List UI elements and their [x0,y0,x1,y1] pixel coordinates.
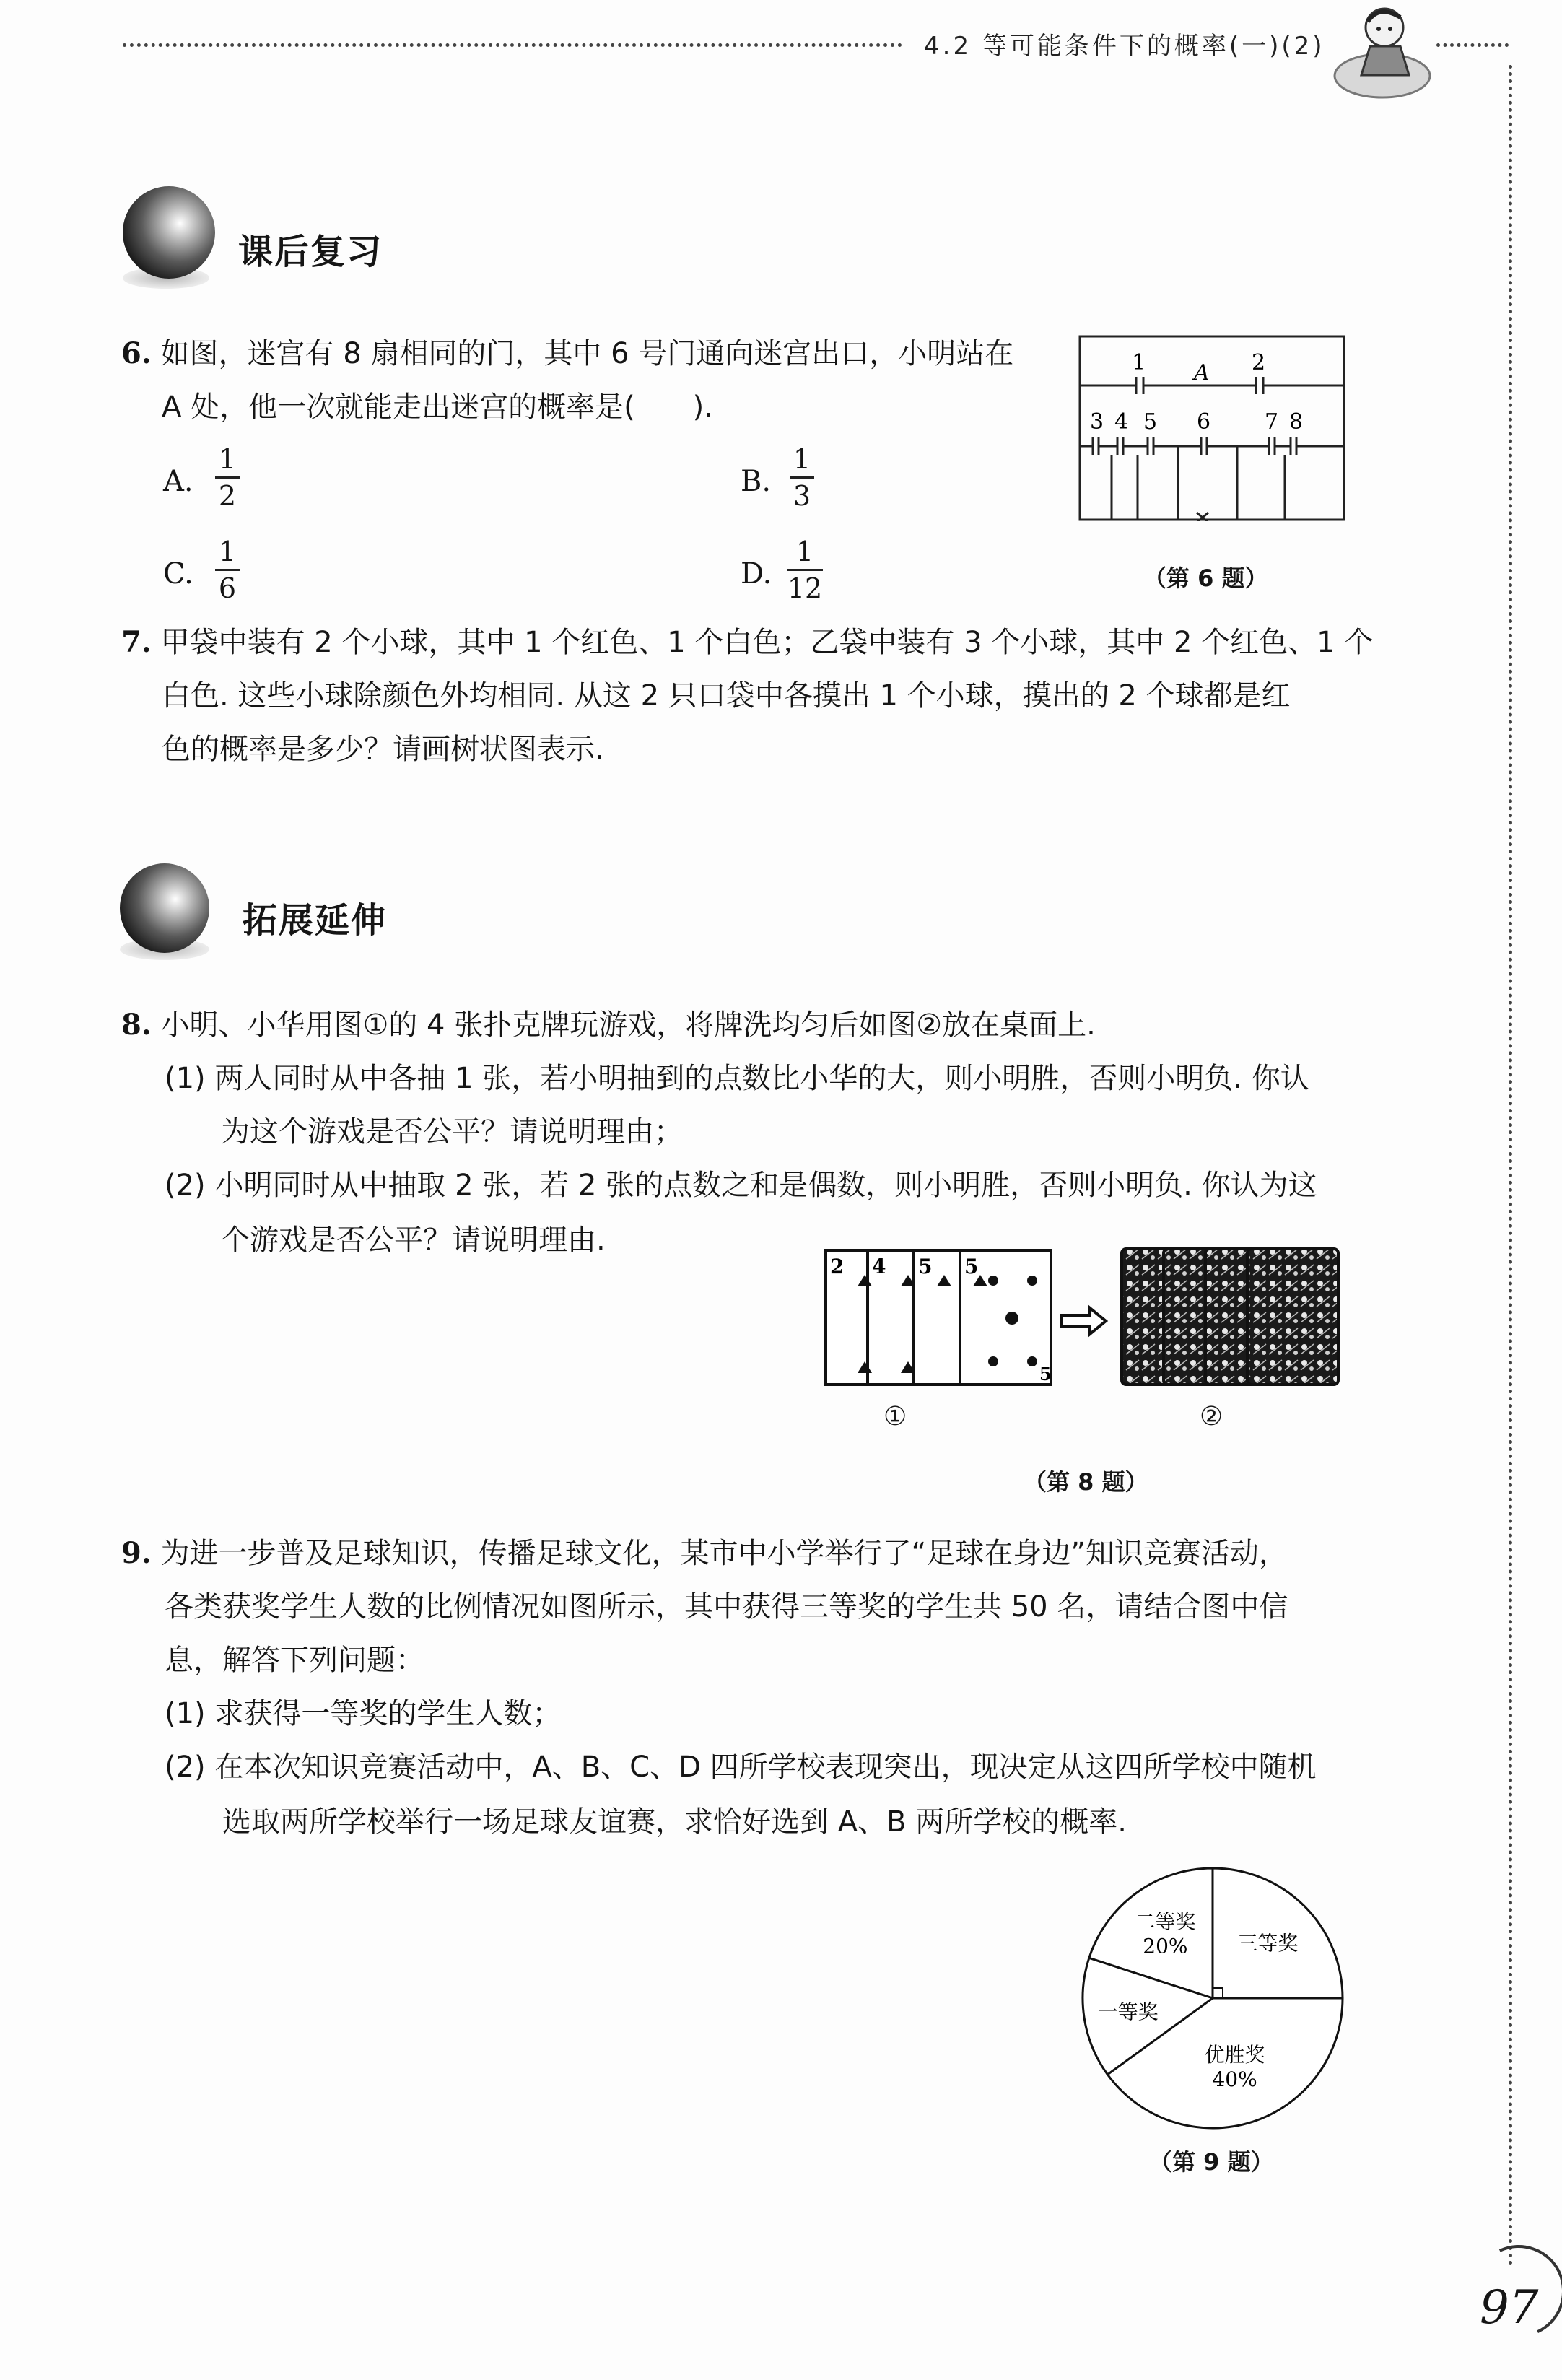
card-1-rank: 2 [830,1255,845,1278]
pie-label-2: 三等奖 [1237,1931,1299,1956]
maze-label-8: 8 [1289,409,1304,435]
q8-text-1: 小明、小华用图①的 4 张扑克牌玩游戏，将牌洗均匀后如图②放在桌面上. [160,1008,1096,1042]
q8-caption: （第 8 题） [1024,1468,1148,1496]
mascot-icon [1328,0,1436,108]
pie-value-3: 40% [1212,2067,1257,2092]
maze-label-1: 1 [1132,350,1146,375]
header-dotted-rule-right [1436,43,1509,47]
q8-sub1-text: 两人同时从中各抽 1 张，若小明抽到的点数比小华的大，则小明胜，否则小明负. 你认 [214,1062,1309,1095]
pie-label-3: 优胜奖 [1204,2043,1265,2067]
arrow-right-icon [1061,1308,1106,1334]
header-dotted-rule-left [123,43,902,47]
q8-sub1-line1 [165,1058,1309,1099]
q6-option-b-fraction [790,443,814,512]
q9-caption: （第 9 题） [1149,2148,1274,2176]
card-2-rank: 4 [872,1255,886,1278]
card-4-rank-bottom: 5 [1039,1364,1052,1385]
maze-label-3: 3 [1090,409,1104,435]
q9-sub2-line1: (2) 在本次知识竞赛活动中，A、B、C、D 四所学校表现突出，现决定从这四所学校中随机 [165,1751,1317,1784]
maze-label-7: 7 [1265,409,1279,435]
q8-sub2-line2: 个游戏是否公平？请说明理由. [221,1224,606,1257]
q9-sub2-line2: 选取两所学校举行一场足球友谊赛，求恰好选到 A、B 两所学校的概率. [222,1805,1127,1839]
maze-label-5: 5 [1143,409,1158,435]
pie-label-1: 二等奖 [1135,1909,1196,1934]
q7-number: 7. [121,625,152,659]
page-number: 97 [1480,2281,1539,2335]
q6-caption: （第 6 题） [1143,565,1268,592]
q8-sub1-line2: 为这个游戏是否公平？请说明理由； [221,1115,683,1148]
q6-option-d-num: 1 [795,536,814,567]
q6-number: 6. [121,336,152,370]
card-4-rank: 5 [964,1255,979,1278]
q7-line2: 白色. 这些小球除颜色外均相同. 从这 2 只口袋中各摸出 1 个小球，摸出的 2 个球都是红 [162,679,1291,712]
q6-option-d-fraction [787,536,823,604]
fig-label-1: ① [883,1402,907,1431]
q8-sub1-label: (1) [165,1062,206,1095]
maze-figure [1075,334,1350,521]
maze-label-2: 2 [1252,350,1266,375]
q8-number: 8. [121,1008,152,1042]
q6-option-a-num: 1 [218,443,237,475]
globe-icon [123,186,215,279]
q6-option-a-fraction [215,443,240,512]
network-globe-icon [120,863,209,953]
q8-sub2-line1 [165,1165,1317,1206]
award-pie-chart [1068,1857,1357,2145]
q6-option-c-label: C. [163,557,193,590]
section-title-extension: 拓展延伸 [243,900,388,941]
fig-label-2: ② [1200,1402,1223,1431]
q6-option-d-label: D. [741,557,772,590]
q7-line3: 色的概率是多少？请画树状图表示. [162,733,604,766]
q6-option-b-num: 1 [793,443,811,475]
q6-option-a-label: A. [163,465,193,498]
q6-line2: A 处，他一次就能走出迷宫的概率是( ). [162,391,714,424]
q6-text-1: 如图，迷宫有 8 扇相同的门，其中 6 号门通向迷宫出口，小明站在 [160,337,1014,370]
q7-text-1: 甲袋中装有 2 个小球，其中 1 个红色、1 个白色；乙袋中装有 3 个小球，其中 2 个红色、1 个 [160,626,1374,659]
q6-option-a-den: 2 [218,480,237,512]
header-title: 4.2 等可能条件下的概率(一)(2) [924,32,1325,61]
q9-text-1: 为进一步普及足球知识，传播足球文化，某市中小学举行了“足球在身边”知识竞赛活动， [160,1537,1288,1570]
q9-line2: 各类获奖学生人数的比例情况如图所示，其中获得三等奖的学生共 50 名，请结合图中信 [165,1590,1288,1623]
q9-line1 [121,1533,1288,1574]
pie-value-1: 20% [1143,1934,1188,1958]
q6-option-b-den: 3 [793,480,811,512]
q6-option-c-num: 1 [218,536,237,567]
q6-option-c-fraction [215,536,240,604]
q9-line3: 息，解答下列问题： [165,1644,424,1677]
maze-label-4: 4 [1114,409,1129,435]
card-3-rank: 5 [918,1255,933,1278]
q6-option-b-label: B. [741,465,772,498]
cards-figure [823,1246,1357,1390]
q9-sub1: (1) 求获得一等奖的学生人数； [165,1697,562,1730]
card-backs [1122,1249,1338,1385]
q7-line1 [121,622,1373,663]
section-title-review: 课后复习 [238,232,383,272]
q8-sub2-text: 小明同时从中抽取 2 张，若 2 张的点数之和是偶数，则小明胜，否则小明负. 你认为这 [214,1169,1317,1202]
q9-number: 9. [121,1536,152,1570]
q6-option-c-den: 6 [218,572,237,604]
q8-sub2-label: (2) [165,1169,206,1202]
q6-line1 [121,334,1013,374]
pie-label-4: 一等奖 [1097,2000,1159,2024]
maze-label-6: 6 [1197,409,1211,435]
q8-line1 [121,1005,1096,1045]
q6-option-d-den: 12 [787,572,823,604]
margin-dotted-rule [1509,65,1512,2267]
maze-label-a: A [1194,360,1210,385]
